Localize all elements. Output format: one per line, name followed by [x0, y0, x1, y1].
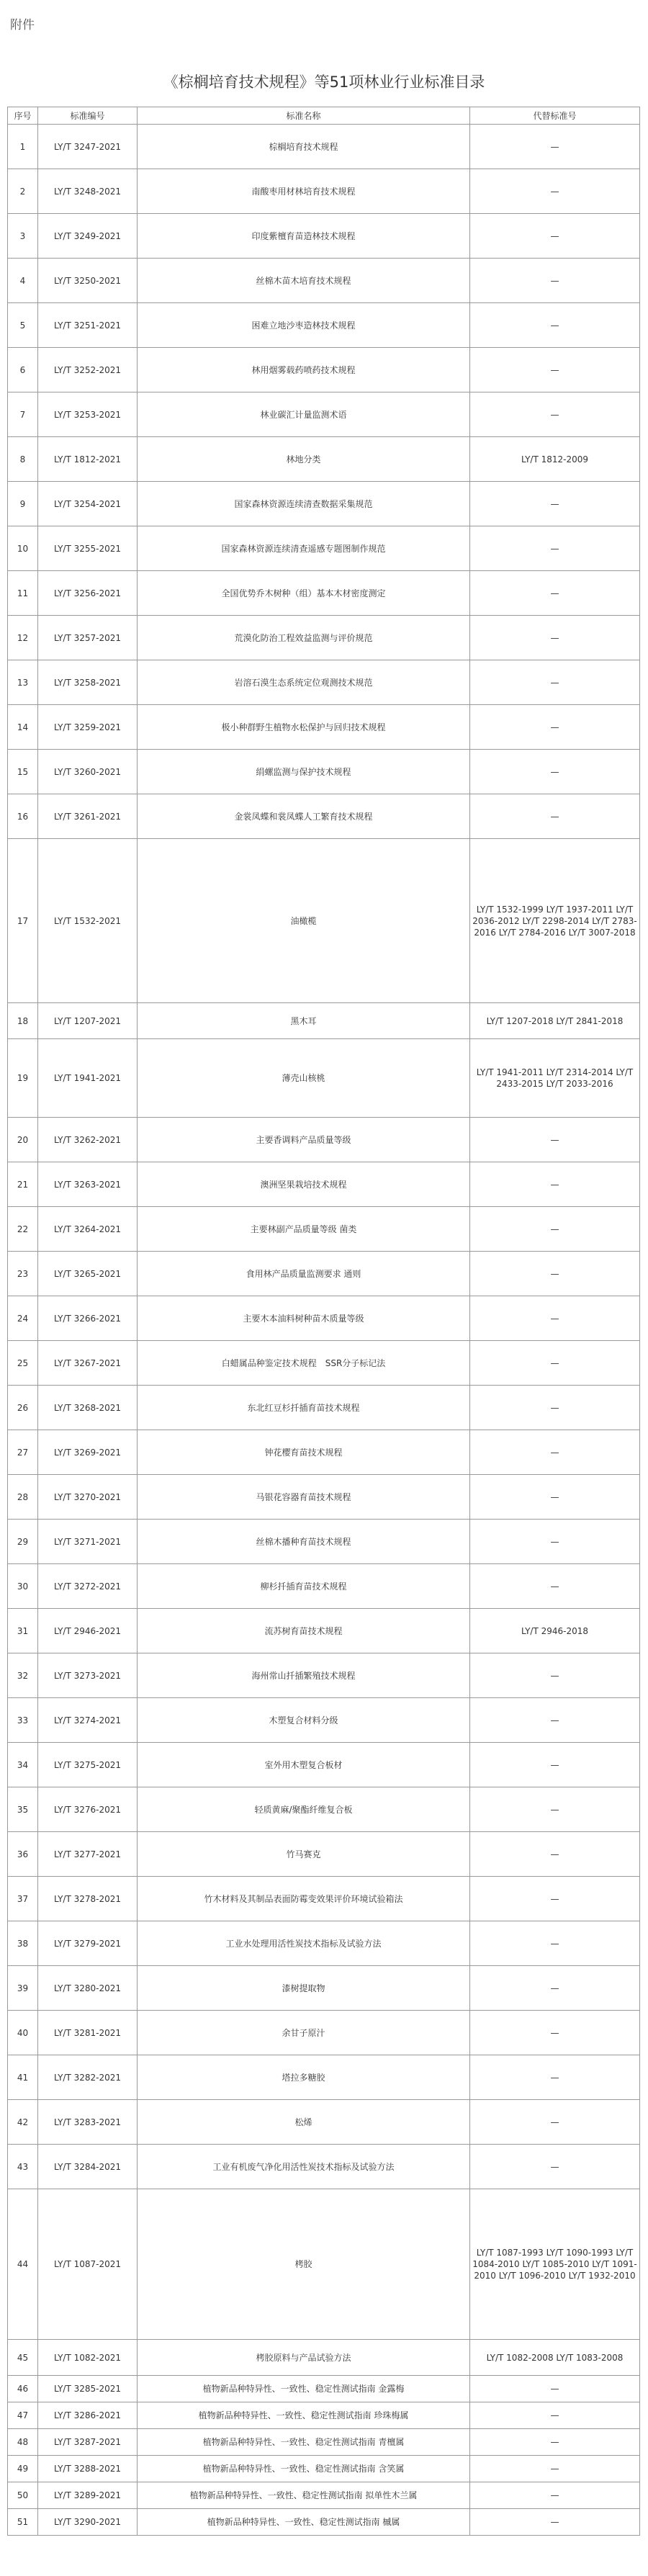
- table-row: [8, 2482, 640, 2509]
- cell-name: 岩溶石漠生态系统定位观测技术规范: [138, 660, 470, 705]
- cell-seq: 48: [8, 2429, 38, 2456]
- table-row: [8, 839, 640, 1003]
- cell-code: LY/T 3287-2021: [38, 2429, 138, 2456]
- cell-code: LY/T 3256-2021: [38, 571, 138, 616]
- cell-replaced: —: [470, 1162, 640, 1207]
- cell-name: 全国优势乔木树种（组）基本木材密度测定: [138, 571, 470, 616]
- cell-seq: 14: [8, 705, 38, 750]
- cell-seq: 41: [8, 2055, 38, 2100]
- cell-code: LY/T 3276-2021: [38, 1787, 138, 1832]
- cell-name: 钟花樱育苗技术规程: [138, 1430, 470, 1475]
- header-seq: 序号: [8, 107, 38, 125]
- cell-name: 林业碳汇计量监测术语: [138, 392, 470, 437]
- cell-replaced: —: [470, 1296, 640, 1341]
- table-row: [8, 1564, 640, 1609]
- table-row: [8, 571, 640, 616]
- cell-name: 极小种群野生植物水松保护与回归技术规程: [138, 705, 470, 750]
- cell-replaced: —: [470, 214, 640, 259]
- cell-name: 松烯: [138, 2100, 470, 2145]
- cell-name: 困难立地沙枣造林技术规程: [138, 303, 470, 348]
- table-row: [8, 2189, 640, 2340]
- cell-seq: 22: [8, 1207, 38, 1252]
- cell-replaced: —: [470, 2509, 640, 2536]
- cell-replaced: LY/T 1207-2018 LY/T 2841-2018: [470, 1003, 640, 1039]
- cell-code: LY/T 3262-2021: [38, 1118, 138, 1162]
- cell-code: LY/T 3249-2021: [38, 214, 138, 259]
- cell-seq: 42: [8, 2100, 38, 2145]
- cell-name: 林地分类: [138, 437, 470, 482]
- cell-code: LY/T 3280-2021: [38, 1966, 138, 2011]
- cell-name: 植物新品种特异性、一致性、稳定性测试指南 青檀属: [138, 2429, 470, 2456]
- cell-name: 澳洲坚果栽培技术规程: [138, 1162, 470, 1207]
- cell-replaced: —: [470, 1118, 640, 1162]
- cell-replaced: LY/T 1082-2008 LY/T 1083-2008: [470, 2340, 640, 2376]
- cell-replaced: —: [470, 1564, 640, 1609]
- cell-code: LY/T 3281-2021: [38, 2011, 138, 2055]
- cell-code: LY/T 3261-2021: [38, 794, 138, 839]
- table-row: [8, 2429, 640, 2456]
- cell-seq: 5: [8, 303, 38, 348]
- table-row: [8, 1609, 640, 1653]
- table-row: [8, 794, 640, 839]
- table-row: [8, 437, 640, 482]
- cell-code: LY/T 3253-2021: [38, 392, 138, 437]
- cell-seq: 17: [8, 839, 38, 1003]
- table-row: [8, 1832, 640, 1877]
- cell-code: LY/T 3268-2021: [38, 1386, 138, 1430]
- header-name: 标准名称: [138, 107, 470, 125]
- cell-code: LY/T 1812-2021: [38, 437, 138, 482]
- cell-seq: 21: [8, 1162, 38, 1207]
- table-row: [8, 1877, 640, 1921]
- cell-code: LY/T 3251-2021: [38, 303, 138, 348]
- cell-replaced: —: [470, 1877, 640, 1921]
- cell-name: 轻质黄麻/聚酯纤维复合板: [138, 1787, 470, 1832]
- table-row: [8, 2376, 640, 2402]
- cell-replaced: —: [470, 1921, 640, 1966]
- cell-replaced: —: [470, 1430, 640, 1475]
- document-title: 《棕榈培育技术规程》等51项林业行业标准目录: [163, 73, 485, 91]
- cell-code: LY/T 1941-2021: [38, 1039, 138, 1118]
- cell-name: 国家森林资源连续清查遥感专题图制作规范: [138, 526, 470, 571]
- cell-seq: 43: [8, 2145, 38, 2189]
- table-row: [8, 259, 640, 303]
- cell-code: LY/T 3258-2021: [38, 660, 138, 705]
- cell-code: LY/T 3257-2021: [38, 616, 138, 660]
- table-row: [8, 303, 640, 348]
- cell-replaced: —: [470, 2429, 640, 2456]
- cell-name: 工业有机废气净化用活性炭技术指标及试验方法: [138, 2145, 470, 2189]
- cell-replaced: —: [470, 705, 640, 750]
- cell-replaced: —: [470, 1787, 640, 1832]
- table-row: [8, 750, 640, 794]
- cell-code: LY/T 3250-2021: [38, 259, 138, 303]
- cell-name: 主要木本油料树种苗木质量等级: [138, 1296, 470, 1341]
- table-row: [8, 1475, 640, 1520]
- cell-seq: 20: [8, 1118, 38, 1162]
- cell-code: LY/T 3273-2021: [38, 1653, 138, 1698]
- cell-seq: 46: [8, 2376, 38, 2402]
- table-row: [8, 1520, 640, 1564]
- cell-seq: 12: [8, 616, 38, 660]
- table-row: [8, 660, 640, 705]
- cell-name: 东北红豆杉扦插育苗技术规程: [138, 1386, 470, 1430]
- cell-name: 南酸枣用材林培育技术规程: [138, 169, 470, 214]
- table-row: [8, 1966, 640, 2011]
- cell-name: 流苏树育苗技术规程: [138, 1609, 470, 1653]
- cell-name: 室外用木塑复合板材: [138, 1743, 470, 1787]
- cell-seq: 37: [8, 1877, 38, 1921]
- cell-code: LY/T 3285-2021: [38, 2376, 138, 2402]
- cell-seq: 38: [8, 1921, 38, 1966]
- cell-name: 荒漠化防治工程效益监测与评价规范: [138, 616, 470, 660]
- cell-code: LY/T 3263-2021: [38, 1162, 138, 1207]
- table-row: [8, 169, 640, 214]
- cell-replaced: LY/T 1941-2011 LY/T 2314-2014 LY/T 2433-2015 LY/T 2033-2016: [470, 1039, 640, 1118]
- cell-code: LY/T 3267-2021: [38, 1341, 138, 1386]
- cell-name: 绢螺监测与保护技术规程: [138, 750, 470, 794]
- cell-name: 薄壳山核桃: [138, 1039, 470, 1118]
- cell-code: LY/T 3270-2021: [38, 1475, 138, 1520]
- cell-seq: 32: [8, 1653, 38, 1698]
- cell-name: 植物新品种特异性、一致性、稳定性测试指南 珍珠梅属: [138, 2402, 470, 2429]
- cell-replaced: —: [470, 392, 640, 437]
- cell-code: LY/T 3279-2021: [38, 1921, 138, 1966]
- cell-code: LY/T 3272-2021: [38, 1564, 138, 1609]
- cell-replaced: —: [470, 2011, 640, 2055]
- header-replaced: 代替标准号: [470, 107, 640, 125]
- cell-seq: 26: [8, 1386, 38, 1430]
- cell-name: 植物新品种特异性、一致性、稳定性测试指南 金露梅: [138, 2376, 470, 2402]
- cell-seq: 7: [8, 392, 38, 437]
- standards-table-body: [8, 125, 640, 2536]
- cell-name: 木塑复合材料分级: [138, 1698, 470, 1743]
- cell-code: LY/T 1207-2021: [38, 1003, 138, 1039]
- cell-code: LY/T 3266-2021: [38, 1296, 138, 1341]
- header-code: 标准编号: [38, 107, 138, 125]
- table-row: [8, 705, 640, 750]
- table-row: [8, 2100, 640, 2145]
- cell-code: LY/T 3269-2021: [38, 1430, 138, 1475]
- table-row: [8, 1386, 640, 1430]
- cell-seq: 31: [8, 1609, 38, 1653]
- cell-code: LY/T 1082-2021: [38, 2340, 138, 2376]
- table-row: [8, 1787, 640, 1832]
- cell-seq: 11: [8, 571, 38, 616]
- cell-replaced: —: [470, 2456, 640, 2482]
- cell-name: 竹马赛克: [138, 1832, 470, 1877]
- cell-replaced: —: [470, 169, 640, 214]
- cell-seq: 10: [8, 526, 38, 571]
- cell-name: 丝棉木苗木培育技术规程: [138, 259, 470, 303]
- cell-code: LY/T 3254-2021: [38, 482, 138, 526]
- table-row: [8, 1118, 640, 1162]
- cell-replaced: —: [470, 1966, 640, 2011]
- cell-code: LY/T 3271-2021: [38, 1520, 138, 1564]
- cell-seq: 28: [8, 1475, 38, 1520]
- cell-seq: 18: [8, 1003, 38, 1039]
- cell-replaced: —: [470, 526, 640, 571]
- cell-name: 印度紫檀育苗造林技术规程: [138, 214, 470, 259]
- table-row: [8, 1341, 640, 1386]
- cell-name: 栲胶: [138, 2189, 470, 2340]
- cell-replaced: —: [470, 348, 640, 392]
- cell-seq: 35: [8, 1787, 38, 1832]
- table-row: [8, 2456, 640, 2482]
- cell-code: LY/T 3247-2021: [38, 125, 138, 169]
- cell-name: 林用烟雾载药喷药技术规程: [138, 348, 470, 392]
- cell-code: LY/T 3286-2021: [38, 2402, 138, 2429]
- cell-name: 食用林产品质量监测要求 通则: [138, 1252, 470, 1296]
- cell-seq: 2: [8, 169, 38, 214]
- cell-name: 棕榈培育技术规程: [138, 125, 470, 169]
- cell-seq: 16: [8, 794, 38, 839]
- cell-name: 柳杉扦插育苗技术规程: [138, 1564, 470, 1609]
- cell-code: LY/T 3284-2021: [38, 2145, 138, 2189]
- cell-code: LY/T 2946-2021: [38, 1609, 138, 1653]
- cell-name: 植物新品种特异性、一致性、稳定性测试指南 含笑属: [138, 2456, 470, 2482]
- cell-name: 主要林副产品质量等级 菌类: [138, 1207, 470, 1252]
- table-row: [8, 1430, 640, 1475]
- attachment-label: 附件: [10, 18, 35, 32]
- table-row: [8, 392, 640, 437]
- cell-name: 黑木耳: [138, 1003, 470, 1039]
- cell-code: LY/T 3259-2021: [38, 705, 138, 750]
- cell-replaced: —: [470, 660, 640, 705]
- cell-code: LY/T 3248-2021: [38, 169, 138, 214]
- cell-seq: 36: [8, 1832, 38, 1877]
- cell-seq: 40: [8, 2011, 38, 2055]
- cell-code: LY/T 3278-2021: [38, 1877, 138, 1921]
- cell-replaced: —: [470, 303, 640, 348]
- cell-seq: 29: [8, 1520, 38, 1564]
- cell-code: LY/T 3255-2021: [38, 526, 138, 571]
- cell-seq: 24: [8, 1296, 38, 1341]
- cell-name: 植物新品种特异性、一致性、稳定性测试指南 槭属: [138, 2509, 470, 2536]
- cell-replaced: —: [470, 750, 640, 794]
- cell-code: LY/T 3264-2021: [38, 1207, 138, 1252]
- cell-code: LY/T 3277-2021: [38, 1832, 138, 1877]
- table-row: [8, 616, 640, 660]
- cell-name: 竹木材料及其制品表面防霉变效果评价环境试验箱法: [138, 1877, 470, 1921]
- cell-replaced: —: [470, 2482, 640, 2509]
- table-row: [8, 482, 640, 526]
- cell-replaced: —: [470, 1520, 640, 1564]
- cell-code: LY/T 3275-2021: [38, 1743, 138, 1787]
- cell-replaced: —: [470, 2100, 640, 2145]
- cell-code: LY/T 1087-2021: [38, 2189, 138, 2340]
- cell-name: 马银花容器育苗技术规程: [138, 1475, 470, 1520]
- cell-seq: 4: [8, 259, 38, 303]
- cell-replaced: LY/T 2946-2018: [470, 1609, 640, 1653]
- cell-replaced: —: [470, 482, 640, 526]
- cell-name: 余甘子原汁: [138, 2011, 470, 2055]
- table-row: [8, 1921, 640, 1966]
- cell-seq: 30: [8, 1564, 38, 1609]
- table-row: [8, 1698, 640, 1743]
- table-row: [8, 2509, 640, 2536]
- cell-seq: 27: [8, 1430, 38, 1475]
- table-row: [8, 348, 640, 392]
- cell-name: 植物新品种特异性、一致性、稳定性测试指南 拟单性木兰属: [138, 2482, 470, 2509]
- cell-name: 丝棉木播种育苗技术规程: [138, 1520, 470, 1564]
- cell-seq: 25: [8, 1341, 38, 1386]
- cell-replaced: —: [470, 1475, 640, 1520]
- cell-name: 栲胶原料与产品试验方法: [138, 2340, 470, 2376]
- cell-seq: 13: [8, 660, 38, 705]
- cell-replaced: —: [470, 1743, 640, 1787]
- table-row: [8, 1162, 640, 1207]
- cell-replaced: —: [470, 259, 640, 303]
- cell-code: LY/T 1532-2021: [38, 839, 138, 1003]
- cell-replaced: —: [470, 571, 640, 616]
- cell-replaced: LY/T 1087-1993 LY/T 1090-1993 LY/T 1084-2010 LY/T 1085-2010 LY/T 1091-2010 LY/T 1096-2010 LY/T 1932-2010: [470, 2189, 640, 2340]
- cell-code: LY/T 3274-2021: [38, 1698, 138, 1743]
- cell-replaced: —: [470, 125, 640, 169]
- cell-name: 国家森林资源连续清查数据采集规范: [138, 482, 470, 526]
- cell-seq: 39: [8, 1966, 38, 2011]
- table-row: [8, 2340, 640, 2376]
- table-row: [8, 2145, 640, 2189]
- cell-code: LY/T 3260-2021: [38, 750, 138, 794]
- cell-seq: 19: [8, 1039, 38, 1118]
- cell-replaced: —: [470, 2145, 640, 2189]
- cell-name: 漆树提取物: [138, 1966, 470, 2011]
- cell-seq: 3: [8, 214, 38, 259]
- cell-seq: 50: [8, 2482, 38, 2509]
- cell-replaced: —: [470, 1832, 640, 1877]
- cell-name: 主要香调料产品质量等级: [138, 1118, 470, 1162]
- table-row: [8, 1252, 640, 1296]
- cell-name: 金裳凤蝶和裳凤蝶人工繁育技术规程: [138, 794, 470, 839]
- cell-replaced: —: [470, 1653, 640, 1698]
- cell-code: LY/T 3252-2021: [38, 348, 138, 392]
- cell-replaced: —: [470, 2402, 640, 2429]
- cell-name: 油橄榄: [138, 839, 470, 1003]
- cell-replaced: —: [470, 616, 640, 660]
- cell-seq: 6: [8, 348, 38, 392]
- cell-seq: 33: [8, 1698, 38, 1743]
- table-row: [8, 2402, 640, 2429]
- table-row: [8, 1003, 640, 1039]
- cell-replaced: —: [470, 794, 640, 839]
- cell-name: 工业水处理用活性炭技术指标及试验方法: [138, 1921, 470, 1966]
- table-row: [8, 1296, 640, 1341]
- cell-replaced: —: [470, 1341, 640, 1386]
- table-header-row: [8, 107, 640, 125]
- cell-seq: 45: [8, 2340, 38, 2376]
- cell-replaced: —: [470, 1698, 640, 1743]
- cell-name: 塔拉多糖胶: [138, 2055, 470, 2100]
- cell-code: LY/T 3290-2021: [38, 2509, 138, 2536]
- cell-name: 海州常山扦插繁殖技术规程: [138, 1653, 470, 1698]
- cell-seq: 15: [8, 750, 38, 794]
- table-row: [8, 2055, 640, 2100]
- table-row: [8, 1743, 640, 1787]
- cell-replaced: —: [470, 1386, 640, 1430]
- standards-table: [7, 107, 640, 2536]
- table-row: [8, 125, 640, 169]
- table-row: [8, 1039, 640, 1118]
- table-row: [8, 1207, 640, 1252]
- cell-code: LY/T 3288-2021: [38, 2456, 138, 2482]
- cell-seq: 23: [8, 1252, 38, 1296]
- cell-seq: 34: [8, 1743, 38, 1787]
- cell-code: LY/T 3282-2021: [38, 2055, 138, 2100]
- cell-seq: 8: [8, 437, 38, 482]
- table-row: [8, 2011, 640, 2055]
- cell-replaced: —: [470, 1252, 640, 1296]
- cell-code: LY/T 3283-2021: [38, 2100, 138, 2145]
- cell-seq: 49: [8, 2456, 38, 2482]
- cell-replaced: —: [470, 1207, 640, 1252]
- cell-seq: 51: [8, 2509, 38, 2536]
- cell-seq: 47: [8, 2402, 38, 2429]
- cell-seq: 9: [8, 482, 38, 526]
- table-row: [8, 1653, 640, 1698]
- cell-code: LY/T 3289-2021: [38, 2482, 138, 2509]
- cell-seq: 1: [8, 125, 38, 169]
- table-row: [8, 214, 640, 259]
- cell-replaced: LY/T 1812-2009: [470, 437, 640, 482]
- cell-name: 白蜡属品种鉴定技术规程 SSR分子标记法: [138, 1341, 470, 1386]
- table-row: [8, 526, 640, 571]
- cell-seq: 44: [8, 2189, 38, 2340]
- cell-replaced: LY/T 1532-1999 LY/T 1937-2011 LY/T 2036-2012 LY/T 2298-2014 LY/T 2783-2016 LY/T 2784-2016 LY/T 3007-2018: [470, 839, 640, 1003]
- cell-replaced: —: [470, 2055, 640, 2100]
- cell-code: LY/T 3265-2021: [38, 1252, 138, 1296]
- cell-replaced: —: [470, 2376, 640, 2402]
